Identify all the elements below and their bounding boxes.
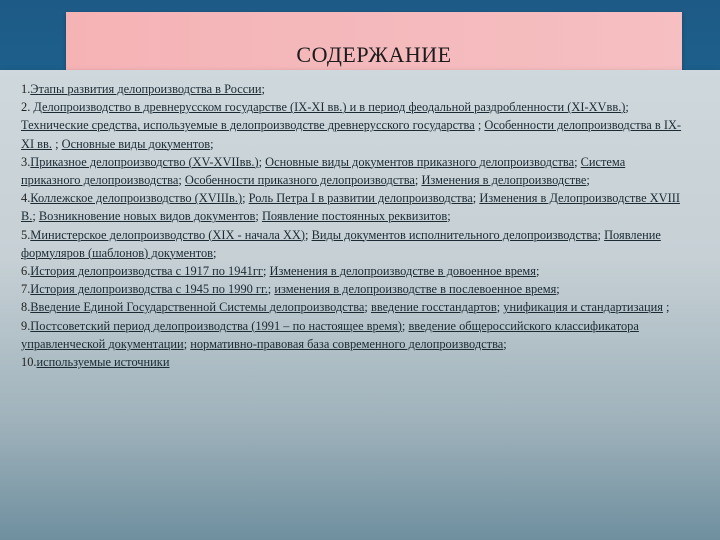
- toc-link[interactable]: Возникновение новых видов документов: [38, 209, 256, 224]
- toc-separator: ;: [556, 282, 560, 297]
- toc-separator: ;: [597, 227, 605, 242]
- toc-separator: ;: [242, 191, 249, 206]
- toc-separator: ;: [474, 118, 485, 133]
- toc-separator: ;: [472, 191, 480, 206]
- title-banner: [66, 12, 682, 70]
- toc-link[interactable]: введение госстандартов: [370, 300, 497, 315]
- toc-separator: ;: [183, 336, 191, 351]
- toc-separator: ;: [51, 136, 62, 151]
- toc-separator: ;: [305, 227, 312, 242]
- toc-link[interactable]: Приказное делопроизводство (XV-XVIIвв.): [30, 154, 259, 169]
- toc-link[interactable]: Особенности приказного делопроизводства: [184, 173, 415, 188]
- toc-entry-number: 10.: [21, 355, 37, 370]
- toc-link[interactable]: Основные виды документов: [61, 136, 211, 151]
- toc-link[interactable]: Основные виды документов приказного делопроизводства: [265, 154, 575, 169]
- toc-separator: ;: [496, 300, 504, 315]
- toc-entry: [21, 280, 686, 298]
- toc-link[interactable]: Этапы развития делопроизводства в России: [30, 82, 262, 96]
- toc-separator: ;: [401, 318, 409, 333]
- toc-entry: [21, 353, 686, 371]
- toc-link[interactable]: История делопроизводства с 1945 по 1990 гг.: [30, 282, 268, 297]
- toc-link[interactable]: Введение Единой Государственной Системы делопроизводства: [30, 300, 365, 315]
- toc-separator: ;: [414, 173, 422, 188]
- toc-link[interactable]: Делопроизводство в древнерусском государстве (IX-XI вв.) и в период феодальной раздробленности (XI-XVвв.): [33, 100, 626, 115]
- toc-link[interactable]: Коллежское делопроизводство (XVIIIв.): [30, 191, 243, 206]
- content-panel: [0, 70, 720, 540]
- toc-entry-number: 2.: [21, 100, 34, 115]
- toc-link[interactable]: История делопроизводства с 1917 по 1941гг: [30, 264, 263, 279]
- toc-entry: [21, 153, 686, 189]
- toc-link[interactable]: Виды документов исполнительного делопроизводства: [311, 227, 598, 242]
- toc-separator: ;: [261, 82, 265, 96]
- toc-link[interactable]: Появление формуляров (шаблонов) документов: [21, 227, 661, 260]
- toc-separator: ;: [267, 282, 275, 297]
- toc-link[interactable]: изменения в делопроизводстве в послевоенное время: [274, 282, 557, 297]
- toc-separator: ;: [586, 173, 590, 188]
- toc-entry-number: 3.: [21, 154, 31, 169]
- toc-entry: [21, 317, 686, 353]
- toc-entry: [21, 226, 686, 262]
- toc-entry: [21, 262, 686, 280]
- toc-separator: ;: [535, 264, 540, 279]
- toc-separator: ;: [210, 136, 214, 151]
- toc-entry-number: 5.: [21, 227, 31, 242]
- toc-link[interactable]: Изменения в делопроизводстве: [421, 173, 587, 188]
- toc-separator: ;: [503, 336, 507, 351]
- toc-entry-number: 7.: [21, 282, 31, 297]
- toc-link[interactable]: Роль Петра I в развитии делопроизводства: [248, 191, 473, 206]
- toc-link[interactable]: Технические средства, используемые в делопроизводстве древнерусского государства: [21, 118, 475, 133]
- toc-link[interactable]: Появление постоянных реквизитов: [261, 209, 448, 224]
- toc-entry-number: 1.: [21, 82, 31, 96]
- toc-separator: ;: [178, 173, 185, 188]
- toc-separator: ;: [32, 209, 39, 224]
- toc-separator: ;: [364, 300, 371, 315]
- toc-link[interactable]: Особенности делопроизводства в IX-XI вв.: [21, 118, 682, 151]
- toc-link[interactable]: Изменения в Делопроизводстве XVIII В.: [21, 191, 680, 224]
- toc-separator: ;: [213, 245, 217, 260]
- toc-entry: [21, 80, 686, 98]
- toc-separator: ;: [258, 154, 266, 169]
- toc-link[interactable]: используемые источники: [36, 355, 170, 370]
- toc-separator: ;: [255, 209, 262, 224]
- toc-entry-number: 4.: [21, 191, 31, 206]
- toc-link[interactable]: унификация и стандартизация: [503, 300, 663, 315]
- toc-entry-number: 9.: [21, 318, 31, 333]
- toc-link[interactable]: Система приказного делопроизводства: [21, 154, 626, 188]
- toc-separator: ;: [662, 300, 670, 315]
- toc-entry: [21, 298, 686, 316]
- toc-separator: ;: [574, 154, 581, 169]
- toc-link[interactable]: Постсоветский период делопроизводства (1991 – по настоящее время): [30, 318, 402, 333]
- page-title: СОДЕРЖАНИЕ: [296, 42, 452, 67]
- toc-link[interactable]: Изменения в делопроизводстве в довоенное время: [269, 264, 536, 279]
- toc-entry-number: 8.: [21, 300, 31, 315]
- table-of-contents: [21, 80, 686, 371]
- toc-link[interactable]: нормативно-правовая база современного делопроизводства: [190, 336, 504, 351]
- toc-entry: [21, 189, 686, 225]
- toc-separator: ;: [625, 100, 629, 115]
- toc-entry: [21, 98, 686, 153]
- toc-separator: ;: [263, 264, 270, 279]
- toc-link[interactable]: Министерское делопроизводство (XIX - начала XX): [30, 227, 306, 242]
- toc-link[interactable]: введение общероссийского классификатора управленческой документации: [21, 318, 639, 351]
- toc-separator: ;: [447, 209, 451, 224]
- toc-entry-number: 6.: [21, 264, 31, 279]
